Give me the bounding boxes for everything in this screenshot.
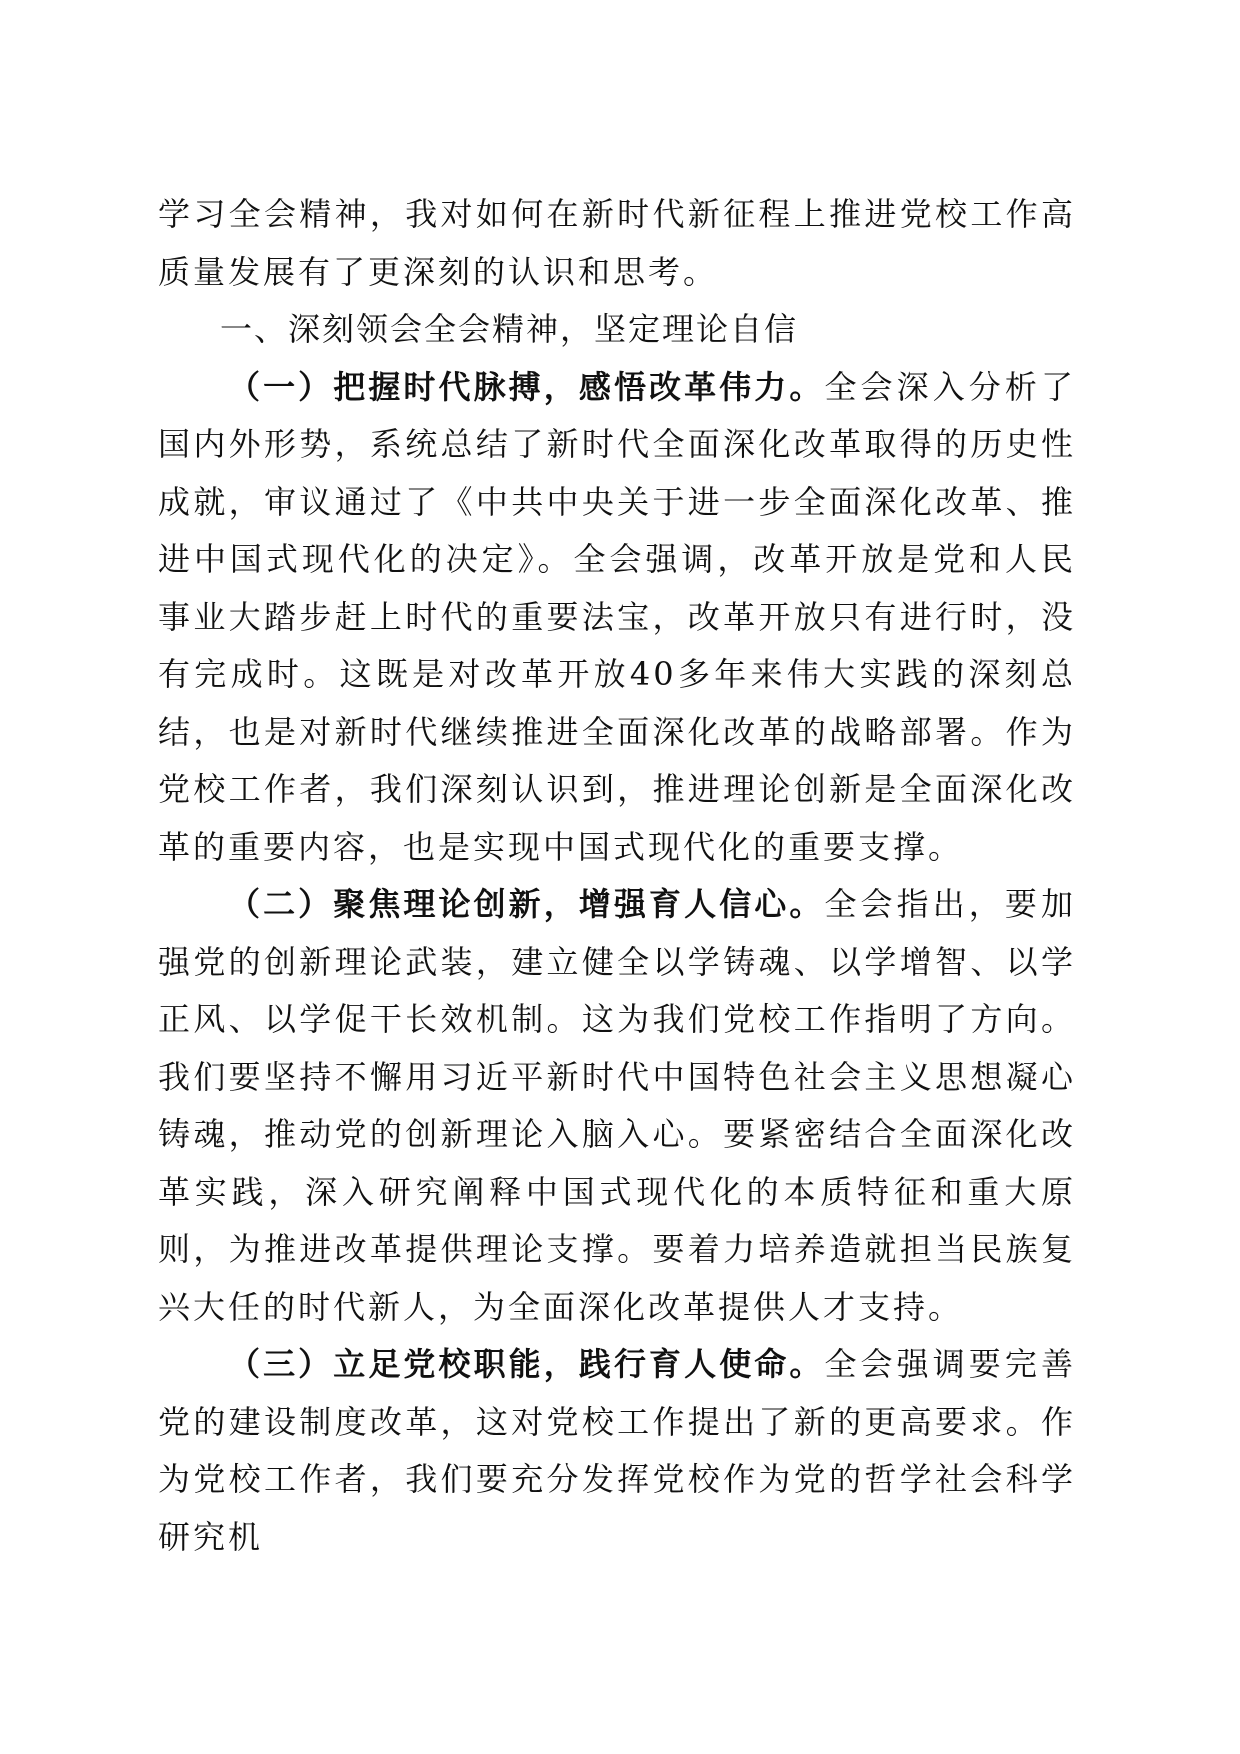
subsection-2-lead: （二）聚焦理论创新，增强育人信心。 — [228, 885, 825, 923]
section-heading-1 — [158, 301, 1076, 359]
subsection-1-text: 全会深入分析了国内外形势，系统总结了新时代全面深化改革取得的历史性成就，审议通过了《中共中央关于进一步全面深化改革、推进中国式现代化的决定》。全会强调，改革开放是党和人民事业大踏步赶上时代的重要法宝，改革开放只有进行时，没有完成时。这既是对改革开放40多年来伟大实践的深刻总结，也是对新时代继续推进全面深化改革的战略部署。作为党校工作者，我们深刻认识到，推进理论创新是全面深化改革的重要内容，也是实现中国式现代化的重要支撑。 — [158, 367, 1076, 866]
subsection-1-lead: （一）把握时代脉搏，感悟改革伟力。 — [228, 367, 825, 406]
subsection-3-lead: （三）立足党校职能，践行育人使命。 — [228, 1345, 825, 1383]
document-body — [158, 186, 1076, 1566]
subsection-paragraph-1 — [158, 359, 1076, 877]
subsection-2-text: 全会指出，要加强党的创新理论武装，建立健全以学铸魂、以学增智、以学正风、以学促干长效机制。这为我们党校工作指明了方向。我们要坚持不懈用习近平新时代中国特色社会主义思想凝心铸魂，推动党的创新理论入脑入心。要紧密结合全面深化改革实践，深入研究阐释中国式现代化的本质特征和重大原则，为推进改革提供理论支撑。要着力培养造就担当民族复兴大任的时代新人，为全面深化改革提供人才支持。 — [158, 885, 1076, 1326]
subsection-paragraph-3 — [158, 1336, 1076, 1566]
subsection-3-text: 全会强调要完善党的建设制度改革，这对党校工作提出了新的更高要求。作为党校工作者，我们要充分发挥党校作为党的哲学社会科学研究机 — [158, 1345, 1076, 1556]
section-heading-1-text: 一、深刻领会全会精神，坚定理论自信 — [220, 310, 799, 348]
subsection-paragraph-2 — [158, 876, 1076, 1336]
intro-paragraph-text: 学习全会精神，我对如何在新时代新征程上推进党校工作高质量发展有了更深刻的认识和思考。 — [158, 195, 1076, 291]
intro-paragraph — [158, 186, 1076, 301]
